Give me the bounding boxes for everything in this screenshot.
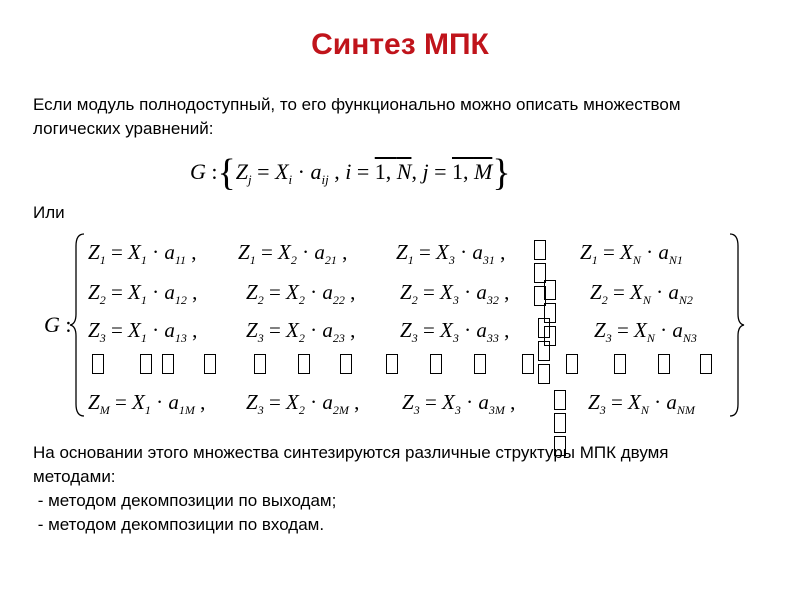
list-item: - методом декомпозиции по выходам; (33, 491, 337, 510)
matrix-label: G : (44, 312, 72, 337)
set-formula: G $:\{Z_j = X_i \cdot a_{ij}$ , i = 1, N, j = 1, M} (190, 152, 511, 194)
methods-list (33, 489, 336, 537)
left-brace (68, 232, 88, 418)
slide-title: Синтез МПК (311, 28, 489, 61)
or-label: Или (33, 203, 65, 222)
right-brace (726, 232, 746, 418)
conclusion-text: На основании этого множества синтезируются различные структуры МПК двумя методами: (33, 443, 669, 486)
intro-text: Если модуль полнодоступный, то его функционально можно описать множеством логических уравнений: (33, 95, 681, 138)
list-item: - методом декомпозиции по входам. (33, 515, 325, 534)
